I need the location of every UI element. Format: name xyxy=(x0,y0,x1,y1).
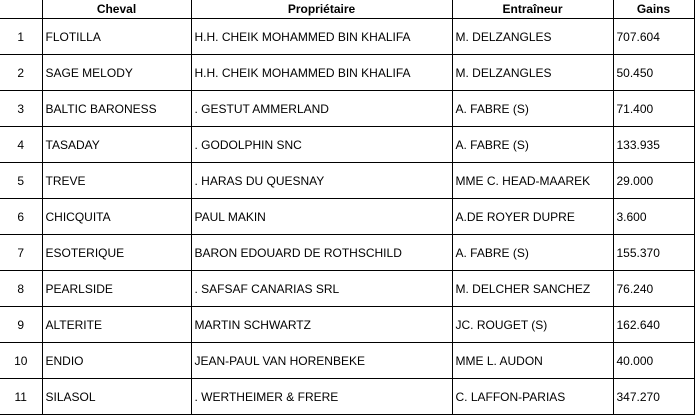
header-trainer: Entraîneur xyxy=(452,0,613,19)
table-row xyxy=(0,307,694,343)
cell-num: 8 xyxy=(0,271,42,307)
cell-num: 1 xyxy=(0,19,42,55)
cell-trainer: MME C. HEAD-MAAREK xyxy=(452,163,613,199)
cell-gains: 155.370 xyxy=(613,235,694,271)
cell-owner: H.H. CHEIK MOHAMMED BIN KHALIFA xyxy=(191,19,452,55)
cell-owner: JEAN-PAUL VAN HORENBEKE xyxy=(191,343,452,379)
table-row xyxy=(0,271,694,307)
cell-gains: 50.450 xyxy=(613,55,694,91)
header-gains: Gains xyxy=(613,0,694,19)
cell-horse: PEARLSIDE xyxy=(42,271,191,307)
cell-num: 10 xyxy=(0,343,42,379)
cell-owner: MARTIN SCHWARTZ xyxy=(191,307,452,343)
cell-gains: 40.000 xyxy=(613,343,694,379)
cell-trainer: A.DE ROYER DUPRE xyxy=(452,199,613,235)
cell-trainer: JC. ROUGET (S) xyxy=(452,307,613,343)
cell-horse: ENDIO xyxy=(42,343,191,379)
table-row xyxy=(0,91,694,127)
cell-horse: ESOTERIQUE xyxy=(42,235,191,271)
cell-owner: . GESTUT AMMERLAND xyxy=(191,91,452,127)
cell-gains: 707.604 xyxy=(613,19,694,55)
cell-owner: . HARAS DU QUESNAY xyxy=(191,163,452,199)
cell-num: 3 xyxy=(0,91,42,127)
cell-num: 5 xyxy=(0,163,42,199)
cell-horse: BALTIC BARONESS xyxy=(42,91,191,127)
table-row xyxy=(0,379,694,415)
cell-horse: TREVE xyxy=(42,163,191,199)
cell-num: 2 xyxy=(0,55,42,91)
cell-owner: PAUL MAKIN xyxy=(191,199,452,235)
header-num xyxy=(0,0,42,19)
cell-horse: CHICQUITA xyxy=(42,199,191,235)
table-row xyxy=(0,19,694,55)
cell-trainer: M. DELZANGLES xyxy=(452,19,613,55)
cell-owner: . WERTHEIMER & FRERE xyxy=(191,379,452,415)
cell-trainer: A. FABRE (S) xyxy=(452,235,613,271)
cell-owner: BARON EDOUARD DE ROTHSCHILD xyxy=(191,235,452,271)
header-owner: Propriétaire xyxy=(191,0,452,19)
cell-gains: 29.000 xyxy=(613,163,694,199)
cell-trainer: A. FABRE (S) xyxy=(452,91,613,127)
cell-gains: 162.640 xyxy=(613,307,694,343)
table-row xyxy=(0,163,694,199)
cell-owner: . GODOLPHIN SNC xyxy=(191,127,452,163)
cell-horse: FLOTILLA xyxy=(42,19,191,55)
header-row xyxy=(0,0,694,19)
cell-trainer: MME L. AUDON xyxy=(452,343,613,379)
cell-horse: ALTERITE xyxy=(42,307,191,343)
header-horse: Cheval xyxy=(42,0,191,19)
table-row xyxy=(0,127,694,163)
cell-gains: 347.270 xyxy=(613,379,694,415)
cell-gains: 133.935 xyxy=(613,127,694,163)
table-row xyxy=(0,235,694,271)
cell-num: 6 xyxy=(0,199,42,235)
cell-horse: TASADAY xyxy=(42,127,191,163)
cell-horse: SAGE MELODY xyxy=(42,55,191,91)
table-row xyxy=(0,199,694,235)
cell-trainer: M. DELZANGLES xyxy=(452,55,613,91)
cell-horse: SILASOL xyxy=(42,379,191,415)
cell-owner: H.H. CHEIK MOHAMMED BIN KHALIFA xyxy=(191,55,452,91)
cell-owner: . SAFSAF CANARIAS SRL xyxy=(191,271,452,307)
cell-num: 11 xyxy=(0,379,42,415)
cell-gains: 3.600 xyxy=(613,199,694,235)
cell-num: 9 xyxy=(0,307,42,343)
table-row xyxy=(0,343,694,379)
cell-num: 7 xyxy=(0,235,42,271)
cell-trainer: M. DELCHER SANCHEZ xyxy=(452,271,613,307)
cell-trainer: A. FABRE (S) xyxy=(452,127,613,163)
table-row xyxy=(0,55,694,91)
cell-trainer: C. LAFFON-PARIAS xyxy=(452,379,613,415)
cell-gains: 76.240 xyxy=(613,271,694,307)
cell-num: 4 xyxy=(0,127,42,163)
cell-gains: 71.400 xyxy=(613,91,694,127)
